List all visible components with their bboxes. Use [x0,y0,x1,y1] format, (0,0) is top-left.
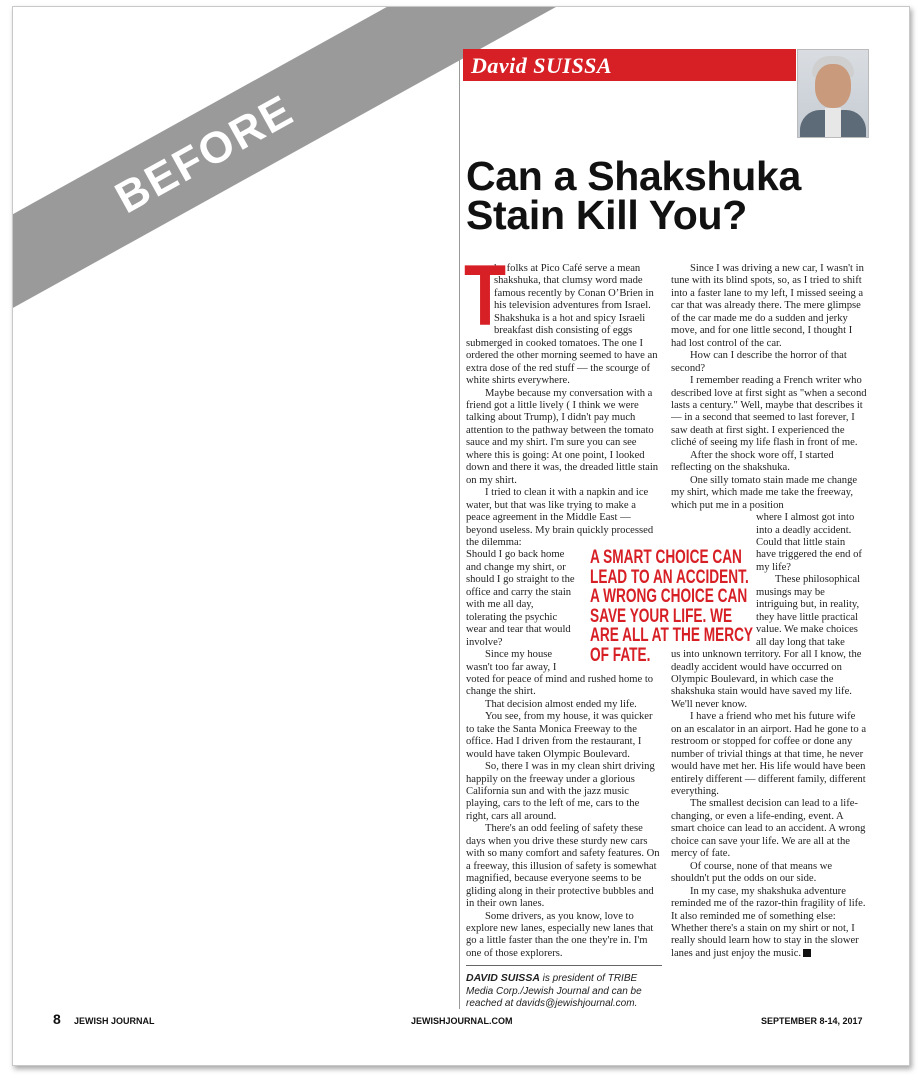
column-divider [459,49,460,1009]
paragraph: voted for peace of mind and rushed home to change the shirt. [466,673,654,698]
pull-quote-line: OF FATE. [590,643,651,666]
magazine-page [12,6,910,1066]
drop-cap: T [464,248,507,344]
paragraph: Since I was driving a new car, I wasn't in tune with its blind spots, so, as I tried to shift into a faster lane to my left, I missed seeing a car that was already there. The mere glimpse of the car made me do a sudden and jerky move, and for one little second, I thought I had lost control of the car. [671,263,864,349]
paragraph-text: In my case, my shakshuka adventure reminded me of the razor-thin fragility of life. It also reminded me of something else: Whether there's a stain on my shirt or not, I really should learn how to stay in the slower lanes and just enjoy the music. [671,885,866,959]
paragraph: us into unknown territory. For all I know, the deadly accident would have occurred on Olympic Boulevard, in which case the shakshuka stain would have saved my life. We'll never know. [671,649,862,710]
author-name-bar [463,49,796,81]
paragraph: The smallest decision can lead to a life-changing, or even a life-ending, event. A smart choice can lead to an accident. A wrong choice can save your life. We are all at the mercy of fate. [671,798,866,860]
paragraph: So, there I was in my clean shirt driving happily on the freeway under a glorious California sun and with the jazz music playing, cars to the left of me, cars to the right, cars all around. [466,761,655,822]
paragraph: Since my house wasn't too far away, I [466,649,557,673]
issue-date: SEPTEMBER 8-14, 2017 [761,1016,863,1026]
paragraph: After the shock wore off, I started reflecting on the shakshuka. [671,449,834,474]
paragraph: Maybe because my conversation with a friend got a little lively ( I think we were talking about Trump), I didn't pay much attention to the pathway between the tomato sauce and my shirt. I'm sure you can see where this is going: At one point, I looked down and there it was, the dreaded little stain on my shirt. [466,387,659,486]
pull-quote-line: A SMART CHOICE CAN [590,546,742,568]
author-name: David SUISSA [471,53,613,78]
paragraph: Of course, none of that means we shouldn't put the odds on our side. [671,860,833,885]
website: JEWISHJOURNAL.COM [411,1016,513,1026]
pull-quote-line: A WRONG CHOICE CAN [590,585,748,607]
pull-quote-line: LEAD TO AN ACCIDENT. [590,565,749,588]
bio-name: DAVID SUISSA [466,972,540,984]
author-bio [466,965,662,1011]
pull-quote-line: SAVE YOUR LIFE. WE [590,604,733,627]
paragraph: That decision almost ended my life. [485,698,637,710]
paragraph: I tried to clean it with a napkin and ice water, but that was like trying to make a peace agreement in the Middle East — beyond useless. My brain quickly processed the dilemma: [466,487,654,548]
headline-line-2: Stain Kill You? [466,192,747,238]
pull-quote-line: ARE ALL AT THE MERCY [590,624,754,646]
paragraph: I have a friend who met his future wife on an escalator in an airport. Had he gone to a restroom or stopped for coffee or done any number of trivial things at that time, he never would have met her. His life would have been entirely different — different family, different everything. [671,711,867,798]
author-photo [797,49,869,138]
end-mark-icon [803,949,811,957]
watermark-text: BEFORE [107,85,302,224]
publication-name: JEWISH JOURNAL [74,1016,155,1026]
paragraph: he folks at Pico Café serve a mean shakshuka, that clumsy word made famous recently by Conan O’Brien in his television adventures from Israel. Shakshuka is a hot and spicy Israeli breakfast dish consisting of eggs submerged in cooked tomatoes. The one I ordered the other morning seemed to have an extra dose of the red stuff — the scourge of white shirts everywhere. [466,263,658,387]
paragraph: where I almost got into into a deadly accident. Could that little stain have triggered the end of my life? [756,512,862,573]
paragraph: There's an odd feeling of safety these days when you drive these sturdy new cars with so many comfort and safety features. On a freeway, this illusion of safety is somewhat magnified, because everyone seems to be gliding along in their protective bubbles and in their own lanes. [466,823,660,910]
paragraph: One silly tomato stain made me change my shirt, which made me take the freeway, which put me in a position [671,474,858,511]
headline-line-1: Can a Shakshuka [466,153,802,199]
paragraph: Some drivers, as you know, love to explore new lanes, especially new lanes that go a little faster than the one they're in. I'm one of those explorers. [466,910,654,959]
paragraph: Should I go back home and change my shirt, or should I go straight to the office and carry the stain with me all day, tolerating the psychic wear and tear that would involve? [466,549,575,648]
paragraph: How can I describe the horror of that second? [671,350,847,374]
paragraph [671,886,867,961]
bio-text: is president of TRIBE Media Corp./Jewish Journal and can be reached at davids@jewishjournal.com. [466,973,642,1009]
page-number: 8 [53,1011,61,1027]
headline [466,153,886,238]
paragraph: You see, from my house, it was quicker to take the Santa Monica Freeway to the office. Had I driven from the restaurant, I would have taken Olympic Boulevard. [466,711,653,760]
paragraph: I remember reading a French writer who described love at first sight as "when a second lasts a century." Well, maybe that describes it — in a second that seemed to last forever, I saw death at first sight. I experienced the cliché of seeing my life flash in front of me. [671,375,867,449]
pull-quote [590,546,754,666]
paragraph: These philosophical musings may be intriguing but, in reality, they have little practical value. We make choices all day long that take [756,574,861,648]
